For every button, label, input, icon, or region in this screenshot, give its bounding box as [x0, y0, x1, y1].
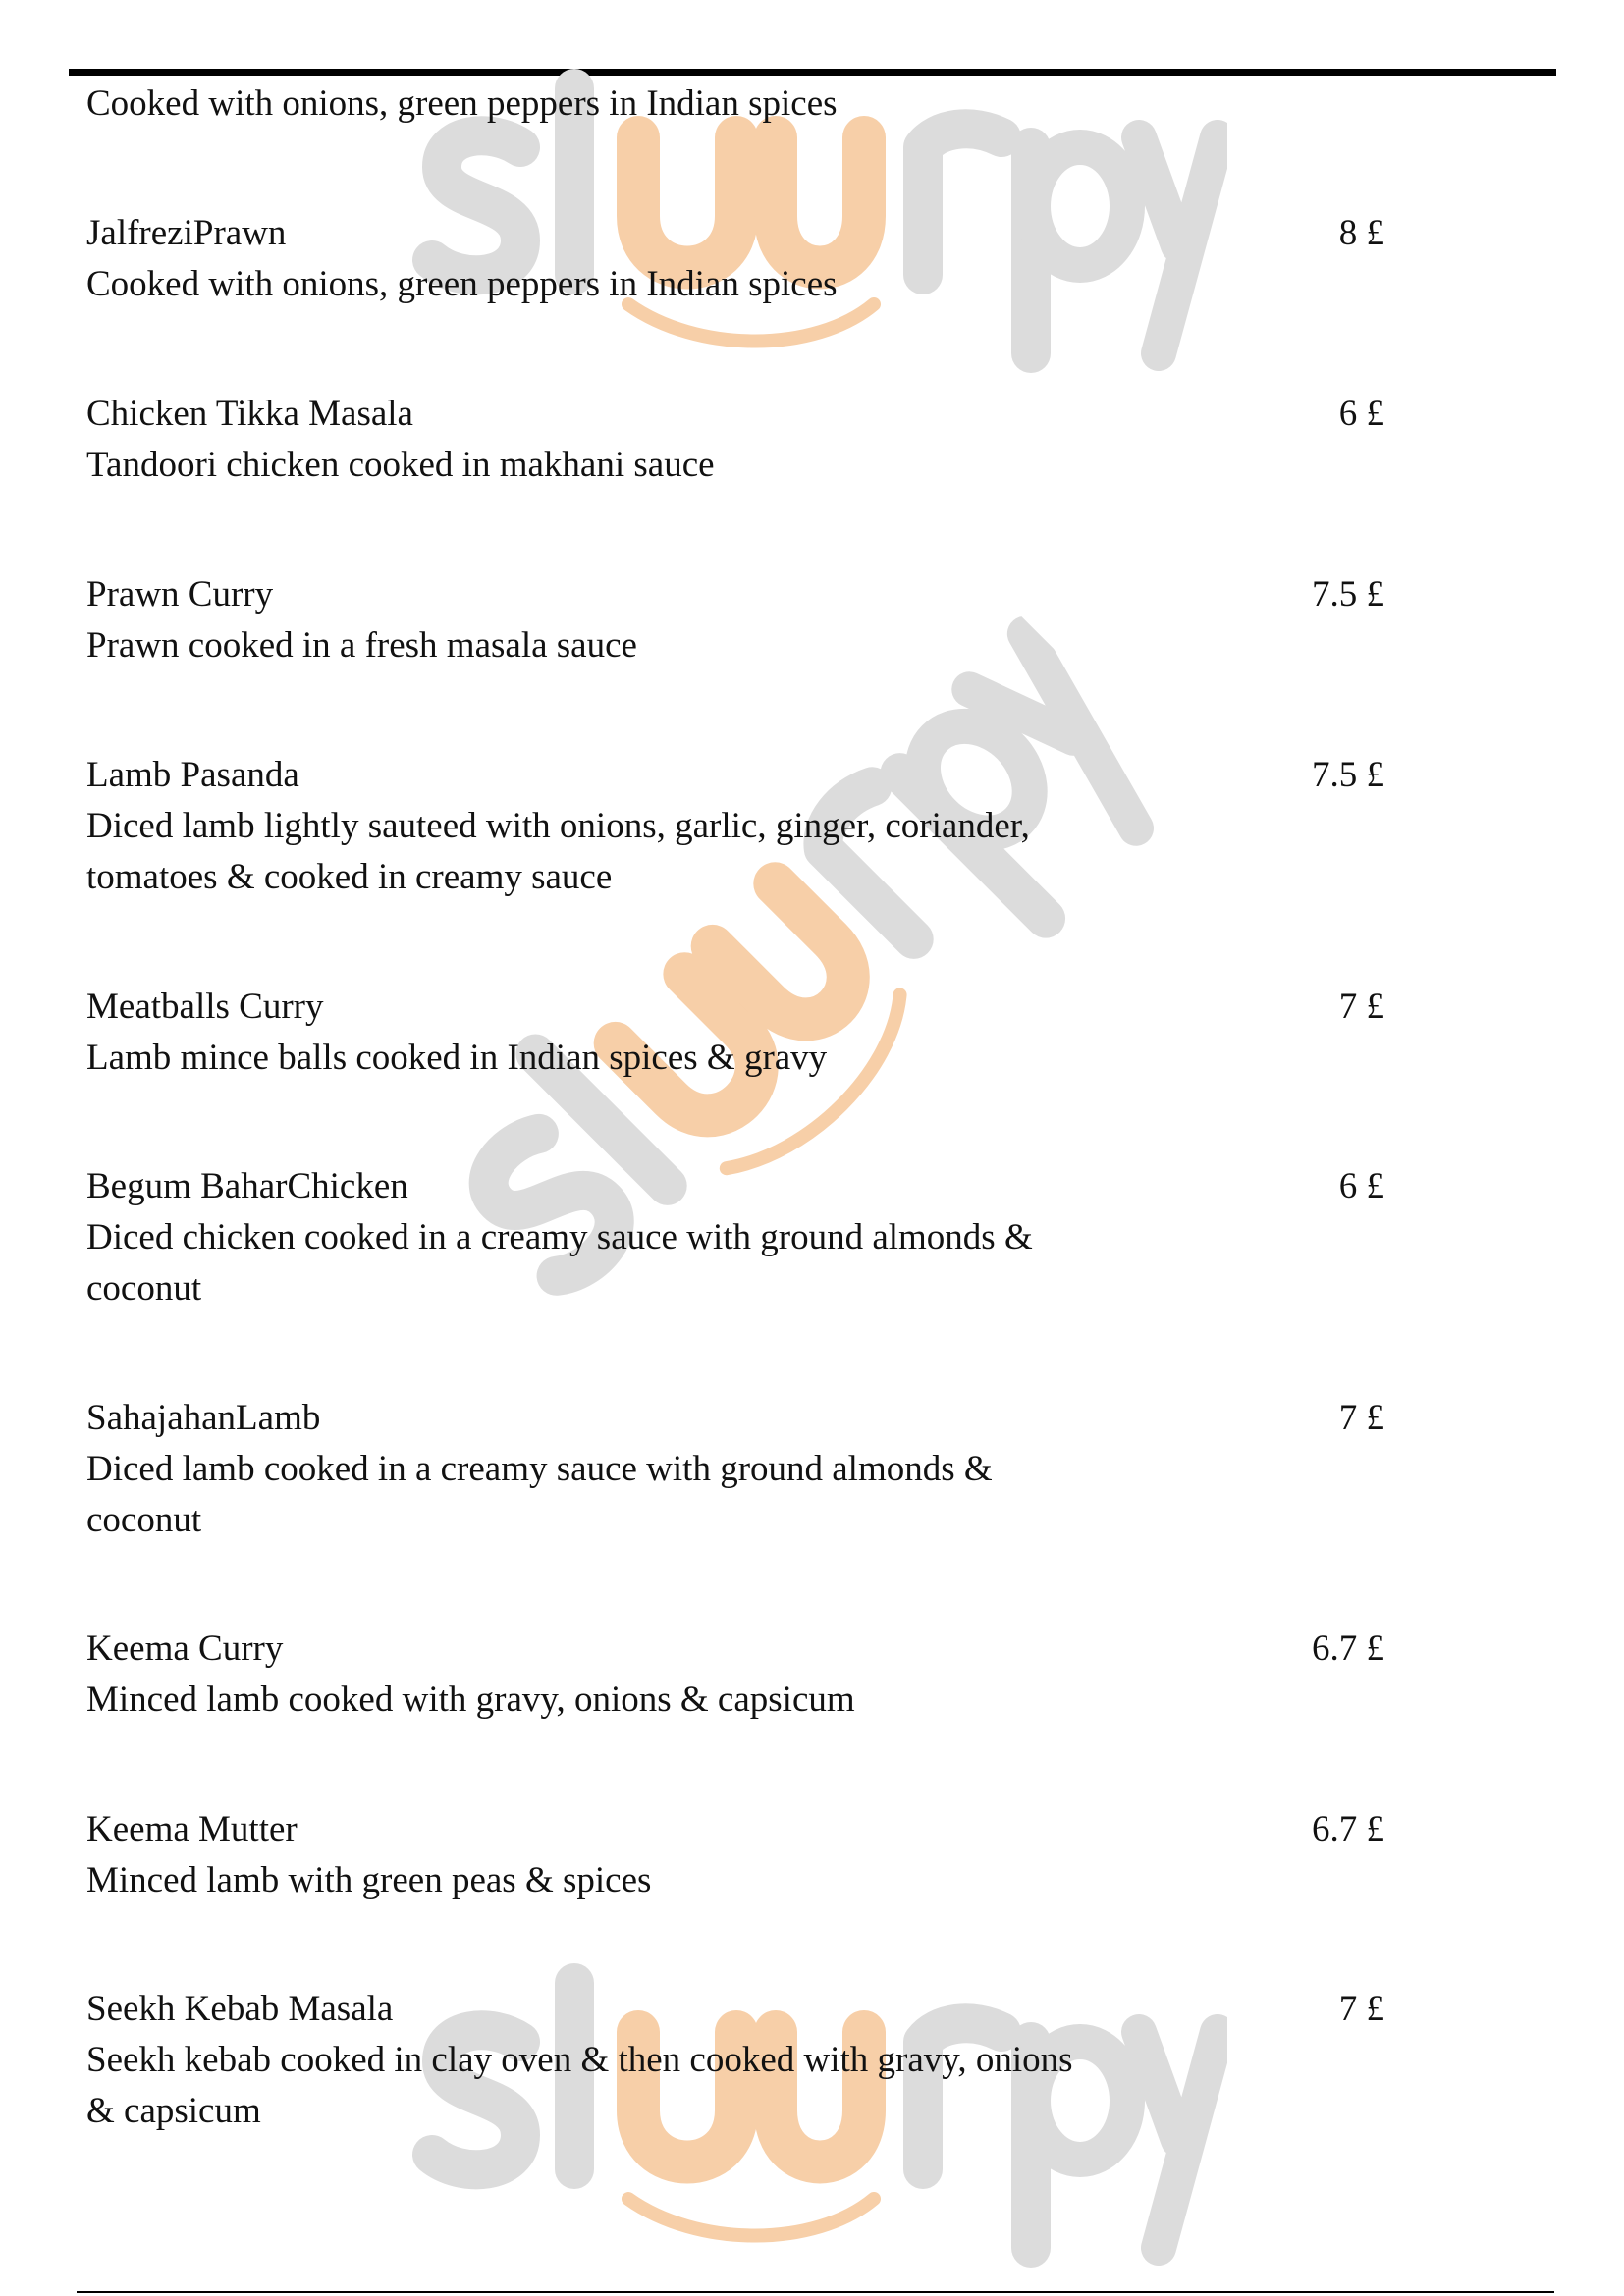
- menu-item-description: Minced lamb with green peas & spices: [86, 1860, 652, 1900]
- menu-item-description: Diced chicken cooked in a creamy sauce with ground almonds &: [86, 1217, 1033, 1257]
- menu-item-price: 8 £: [1338, 213, 1384, 253]
- menu-item-name: Lamb Pasanda: [86, 755, 299, 795]
- menu-item-price: 6.7 £: [1312, 1629, 1384, 1669]
- menu-item-price: 7.5 £: [1312, 755, 1384, 795]
- menu-item-name: JalfreziPrawn: [86, 213, 287, 253]
- menu-item-name: Begum BaharChicken: [86, 1166, 408, 1206]
- menu-item-description: Minced lamb cooked with gravy, onions & capsicum: [86, 1680, 855, 1720]
- menu-item-description: Diced lamb cooked in a creamy sauce with ground almonds &: [86, 1449, 993, 1489]
- menu-item-name: Meatballs Curry: [86, 987, 324, 1027]
- menu-item-name: Keema Mutter: [86, 1809, 298, 1849]
- menu-item-description: Tandoori chicken cooked in makhani sauce: [86, 445, 715, 485]
- carryover-description: Cooked with onions, green peppers in Indian spices: [86, 83, 838, 124]
- menu-item-price: 7.5 £: [1312, 574, 1384, 614]
- menu-item-description: coconut: [86, 1268, 202, 1308]
- menu-item-name: Seekh Kebab Masala: [86, 1989, 394, 2029]
- menu-item-description: Prawn cooked in a fresh masala sauce: [86, 625, 637, 666]
- menu-item-description: tomatoes & cooked in creamy sauce: [86, 857, 613, 897]
- menu-item-name: Keema Curry: [86, 1629, 284, 1669]
- menu-item-price: 6.7 £: [1312, 1809, 1384, 1849]
- menu-item-price: 7 £: [1338, 987, 1384, 1027]
- menu-item-description: Cooked with onions, green peppers in Indian spices: [86, 264, 838, 304]
- menu-item-price: 6 £: [1338, 1166, 1384, 1206]
- menu-item-description: Seekh kebab cooked in clay oven & then cooked with gravy, onions: [86, 2040, 1073, 2080]
- menu-item-name: Chicken Tikka Masala: [86, 394, 413, 434]
- menu-item-description: Lamb mince balls cooked in Indian spices & gravy: [86, 1038, 828, 1078]
- menu-item-description: & capsicum: [86, 2091, 261, 2131]
- menu-item-description: coconut: [86, 1500, 202, 1540]
- menu-item-name: SahajahanLamb: [86, 1398, 321, 1438]
- menu-item-name: Prawn Curry: [86, 574, 274, 614]
- menu-item-price: 7 £: [1338, 1398, 1384, 1438]
- menu-item-price: 7 £: [1338, 1989, 1384, 2029]
- menu-item-description: Diced lamb lightly sauteed with onions, garlic, ginger, coriander,: [86, 806, 1030, 846]
- menu-item-price: 6 £: [1338, 394, 1384, 434]
